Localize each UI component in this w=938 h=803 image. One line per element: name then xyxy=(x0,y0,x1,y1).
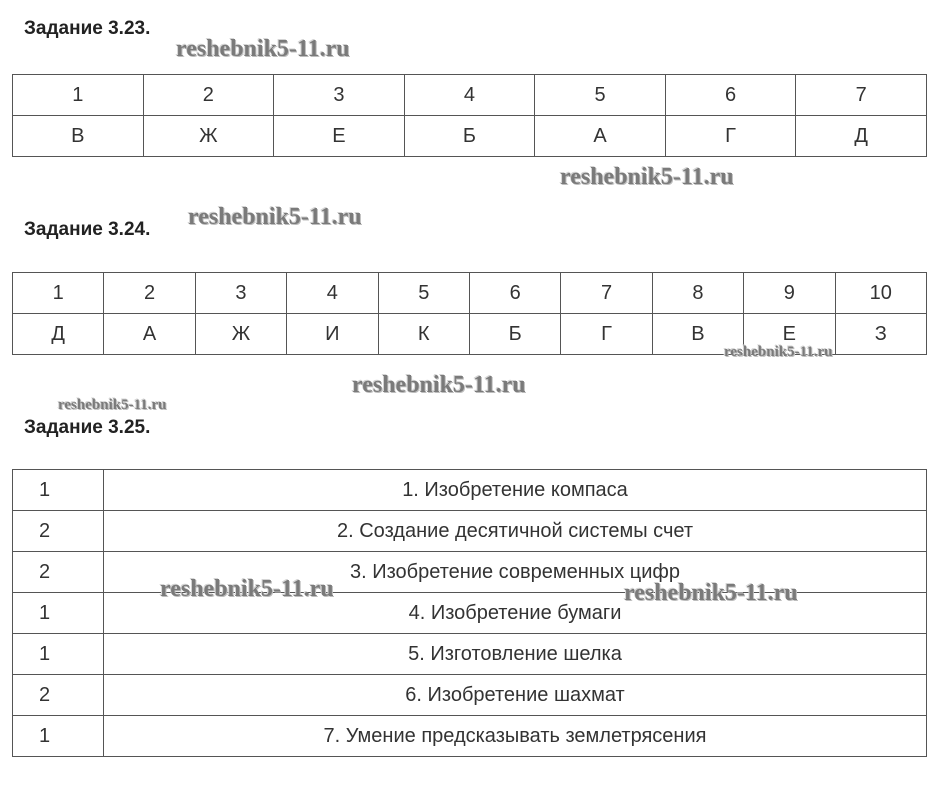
table-cell: 7 xyxy=(561,273,652,314)
row-text: 7. Умение предсказывать землетрясения xyxy=(104,716,927,757)
table-cell: 6 xyxy=(665,75,796,116)
table-cell: 3 xyxy=(195,273,286,314)
watermark: reshebnik5-11.ru xyxy=(724,344,833,360)
table-cell: 5 xyxy=(378,273,469,314)
row-text: 6. Изобретение шахмат xyxy=(104,675,927,716)
row-text: 2. Создание десятичной системы счет xyxy=(104,511,927,552)
table-row xyxy=(13,634,927,675)
row-text: 3. Изобретение современных цифр xyxy=(104,552,927,593)
table-cell: 4 xyxy=(404,75,535,116)
table-cell: Б xyxy=(404,116,535,157)
watermark: reshebnik5-11.ru xyxy=(58,397,167,413)
row-number: 1 xyxy=(13,634,104,675)
watermark: reshebnik5-11.ru xyxy=(188,204,362,230)
table-cell: Е xyxy=(744,314,835,355)
table-cell: 5 xyxy=(535,75,666,116)
table-cell: 8 xyxy=(652,273,743,314)
table-cell: И xyxy=(287,314,378,355)
row-number: 1 xyxy=(13,716,104,757)
table-cell: 1 xyxy=(13,273,104,314)
table-cell: 9 xyxy=(744,273,835,314)
table-cell: 2 xyxy=(143,75,274,116)
row-text: 4. Изобретение бумаги xyxy=(104,593,927,634)
answer-table-3-23 xyxy=(12,74,927,157)
table-cell: Г xyxy=(561,314,652,355)
table-cell: 10 xyxy=(835,273,926,314)
answer-table-3-24 xyxy=(12,272,927,355)
watermark: reshebnik5-11.ru xyxy=(176,36,350,62)
watermark: reshebnik5-11.ru xyxy=(352,372,526,398)
table-cell: В xyxy=(652,314,743,355)
table-cell: Г xyxy=(665,116,796,157)
table-cell: 7 xyxy=(796,75,927,116)
table-cell: А xyxy=(104,314,195,355)
table-cell: К xyxy=(378,314,469,355)
table-row xyxy=(13,511,927,552)
table-cell: А xyxy=(535,116,666,157)
section-title-3-25: Задание 3.25. xyxy=(24,417,151,438)
watermark: reshebnik5-11.ru xyxy=(624,580,798,606)
row-number: 2 xyxy=(13,511,104,552)
table-cell: Е xyxy=(274,116,405,157)
row-number: 1 xyxy=(13,593,104,634)
row-text: 5. Изготовление шелка xyxy=(104,634,927,675)
table-row xyxy=(13,716,927,757)
table-cell: Б xyxy=(469,314,560,355)
row-number: 2 xyxy=(13,552,104,593)
row-text: 1. Изобретение компаса xyxy=(104,470,927,511)
row-number: 1 xyxy=(13,470,104,511)
table-header-row xyxy=(13,75,927,116)
table-cell: 6 xyxy=(469,273,560,314)
table-cell: 2 xyxy=(104,273,195,314)
table-cell: З xyxy=(835,314,926,355)
table-cell: 3 xyxy=(274,75,405,116)
table-row xyxy=(13,675,927,716)
watermark: reshebnik5-11.ru xyxy=(560,164,734,190)
table-cell: Ж xyxy=(143,116,274,157)
table-cell: Д xyxy=(796,116,927,157)
table-cell: 4 xyxy=(287,273,378,314)
table-cell: Ж xyxy=(195,314,286,355)
watermark: reshebnik5-11.ru xyxy=(160,576,334,602)
table-cell: 1 xyxy=(13,75,144,116)
row-number: 2 xyxy=(13,675,104,716)
table-header-row xyxy=(13,273,927,314)
section-title-3-24: Задание 3.24. xyxy=(24,219,151,240)
answer-table-3-25 xyxy=(12,469,927,757)
table-cell: Д xyxy=(13,314,104,355)
table-row xyxy=(13,470,927,511)
table-value-row xyxy=(13,116,927,157)
table-cell: В xyxy=(13,116,144,157)
section-title-3-23: Задание 3.23. xyxy=(24,18,151,39)
